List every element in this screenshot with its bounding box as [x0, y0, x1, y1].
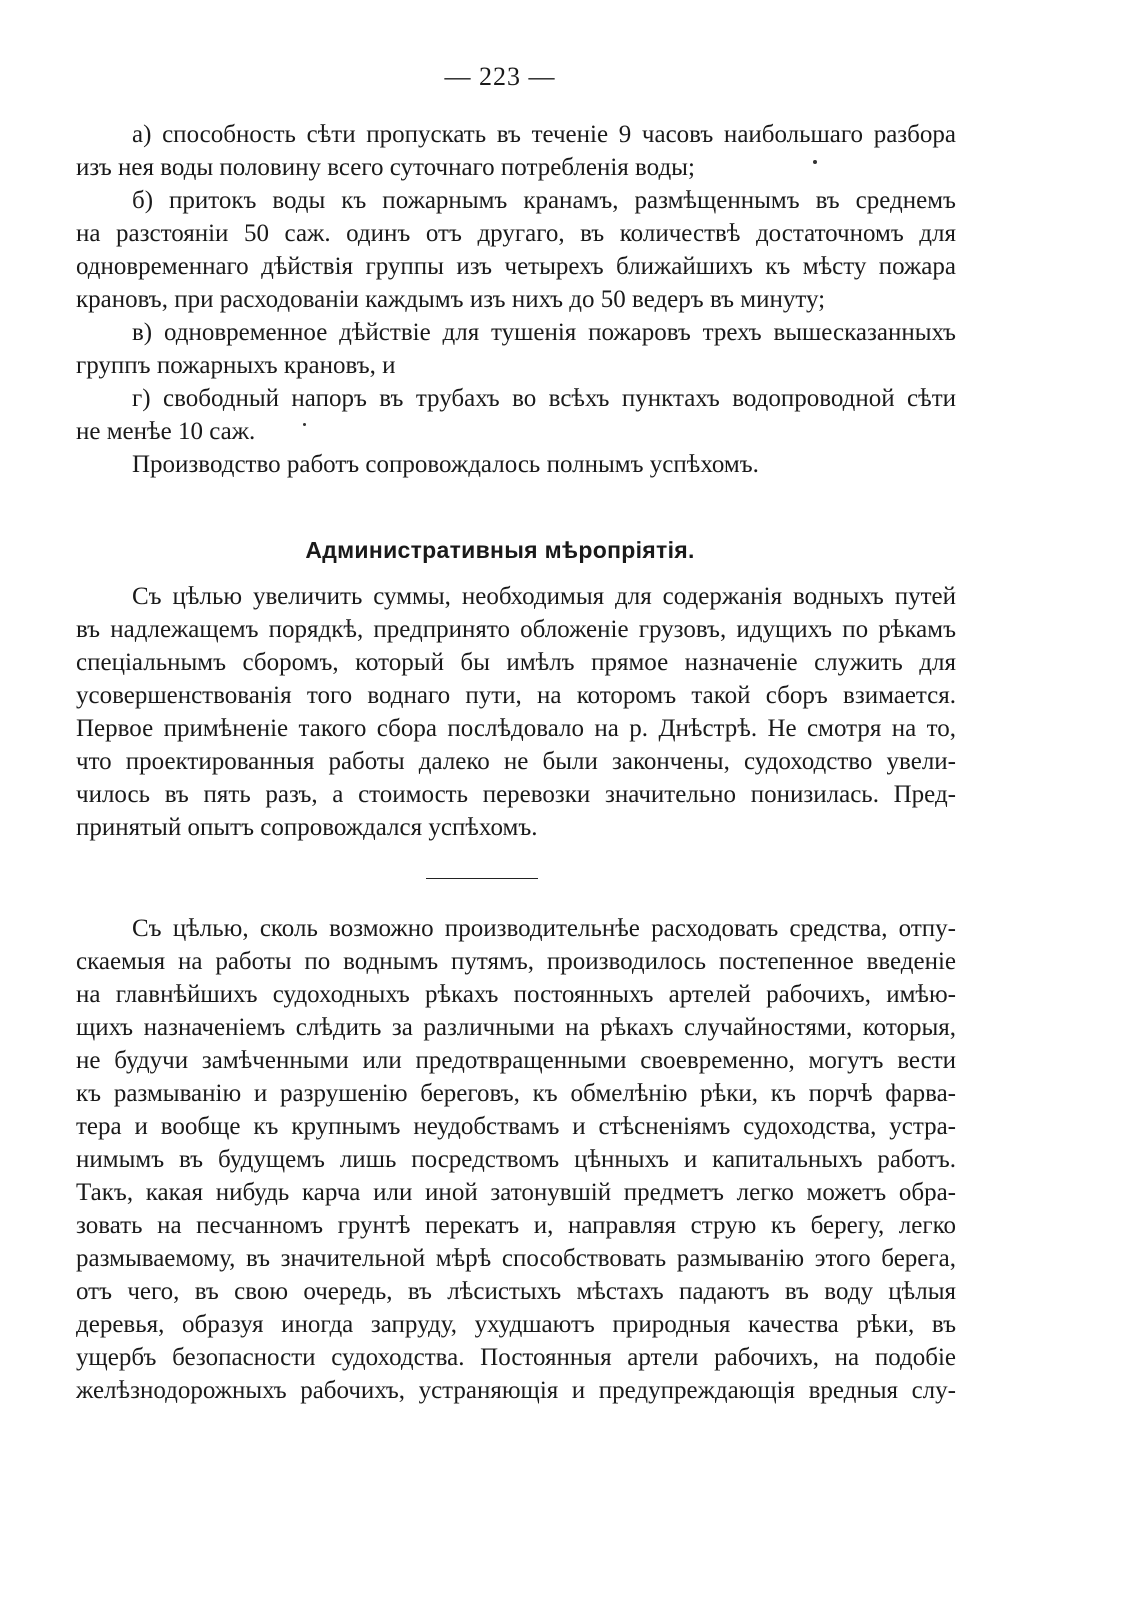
- text-line: в) одновременное дѣйствіе для тушенія пожаровъ трехъ вышесказанныхъ: [132, 319, 956, 346]
- text-line: деревья, образуя иногда запруду, ухудшаютъ природныя качества рѣки, въ: [76, 1311, 956, 1338]
- text-line: чилось въ пять разъ, а стоимость перевозки значительно понизилась. Пред-: [76, 781, 956, 808]
- text-line: группъ пожарныхъ крановъ, и: [76, 352, 396, 379]
- text-line: размываемому, въ значительной мѣрѣ способствовать размыванію этого берега,: [76, 1245, 956, 1272]
- text-line: на главнѣйшихъ судоходныхъ рѣкахъ постоянныхъ артелей рабочихъ, имѣю-: [76, 981, 956, 1008]
- text-line: г) свободный напоръ въ трубахъ во всѣхъ пунктахъ водопроводной сѣти: [132, 385, 956, 412]
- text-line: одновременнаго дѣйствія группы изъ четырехъ ближайшихъ къ мѣсту пожара: [76, 253, 956, 280]
- text-line: что проектированныя работы далеко не были закончены, судоходство увели-: [76, 748, 956, 775]
- text-line: Съ цѣлью увеличить суммы, необходимыя для содержанія водныхъ путей: [132, 583, 956, 610]
- section-divider: [426, 878, 538, 879]
- text-line: отъ чего, въ свою очередь, въ лѣсистыхъ мѣстахъ падаютъ въ воду цѣлыя: [76, 1278, 956, 1305]
- text-line: усовершенствованія того воднаго пути, на которомъ такой сборъ взимается.: [76, 682, 956, 709]
- text-line: къ размыванію и разрушенію береговъ, къ обмелѣнію рѣки, къ порчѣ фарва-: [76, 1080, 956, 1107]
- requirements-list: [76, 118, 956, 481]
- text-line: б) притокъ воды къ пожарнымъ кранамъ, размѣщеннымъ въ среднемъ: [132, 187, 956, 214]
- text-line: не будучи замѣченными или предотвращенными своевременно, могутъ вести: [76, 1047, 956, 1074]
- ink-speck: [813, 160, 817, 164]
- text-line: въ надлежащемъ порядкѣ, предпринято обложеніе грузовъ, идущихъ по рѣкамъ: [76, 616, 956, 643]
- ink-speck: [303, 423, 306, 426]
- text-line: желѣзнодорожныхъ рабочихъ, устраняющія и предупреждающія вредныя слу-: [76, 1377, 956, 1404]
- text-line: Такъ, какая нибудь карча или иной затонувшій предметъ легко можетъ обра-: [76, 1179, 956, 1206]
- text-line: Съ цѣлью, сколь возможно производительнѣе расходовать средства, отпу-: [132, 915, 956, 942]
- paragraph-river-artels: [76, 912, 956, 1407]
- text-line: щихъ назначеніемъ слѣдить за различными на рѣкахъ случайностями, которыя,: [76, 1014, 956, 1041]
- text-line: изъ нея воды половину всего суточнаго потребленія воды;: [76, 154, 695, 181]
- text-line: Производство работъ сопровождалось полнымъ успѣхомъ.: [132, 451, 759, 478]
- text-line: скаемыя на работы по воднымъ путямъ, производилось постепенное введеніе: [76, 948, 956, 975]
- text-line: тера и вообще къ крупнымъ неудобствамъ и стѣсненіямъ судоходства, устра-: [76, 1113, 956, 1140]
- text-line: ущербъ безопасности судоходства. Постоянныя артели рабочихъ, на подобіе: [76, 1344, 956, 1371]
- text-line: зовать на песчанномъ грунтѣ перекатъ и, направляя струю къ берегу, легко: [76, 1212, 956, 1239]
- section-heading: Административныя мѣропріятія.: [305, 537, 695, 563]
- paragraph-special-levy: [76, 580, 956, 844]
- text-line: спеціальнымъ сборомъ, который бы имѣлъ прямое назначеніе служить для: [76, 649, 956, 676]
- page-number: — 223 —: [444, 62, 556, 91]
- text-line: не менѣе 10 саж.: [76, 418, 256, 445]
- text-line: принятый опытъ сопровождался успѣхомъ.: [76, 814, 538, 841]
- text-line: на разстояніи 50 саж. одинъ отъ другаго, въ количествѣ достаточномъ для: [76, 220, 956, 247]
- text-line: нимымъ въ будущемъ лишь посредствомъ цѣнныхъ и капитальныхъ работъ.: [76, 1146, 956, 1173]
- text-line: крановъ, при расходованіи каждымъ изъ нихъ до 50 ведеръ въ минуту;: [76, 286, 826, 313]
- text-line: а) способность сѣти пропускать въ теченіе 9 часовъ наибольшаго разбора: [132, 121, 956, 148]
- text-line: Первое примѣненіе такого сбора послѣдовало на р. Днѣстрѣ. Не смотря на то,: [76, 715, 956, 742]
